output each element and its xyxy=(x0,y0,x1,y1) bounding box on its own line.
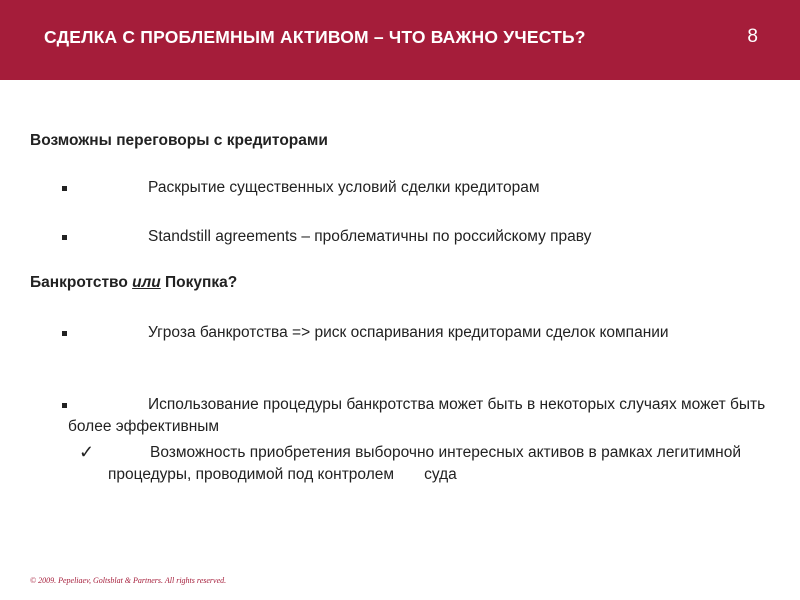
sub-list-item xyxy=(76,442,776,486)
bullet-text: Standstill agreements – проблематичны по российскому праву xyxy=(148,228,592,245)
bullet-text: Раскрытие существенных условий сделки кредиторам xyxy=(148,179,540,196)
list-item xyxy=(30,394,770,438)
copyright-footer: © 2009. Pepeliaev, Goltsblat & Partners. All rights reserved. xyxy=(30,576,227,585)
square-bullet-icon xyxy=(62,331,67,336)
page-number: 8 xyxy=(747,26,758,47)
heading-part-purchase: Покупка? xyxy=(160,274,238,291)
square-bullet-icon xyxy=(62,186,67,191)
square-bullet-icon xyxy=(62,235,67,240)
slide-title: СДЕЛКА С ПРОБЛЕМНЫМ АКТИВОМ – ЧТО ВАЖНО УЧЕСТЬ? xyxy=(44,27,586,47)
sub-bullet-text: Возможность приобретения выборочно интересных активов в рамках легитимной процедуры, проводимой под контролем суда xyxy=(108,444,746,483)
bullet-text: Использование процедуры банкротства может быть в некоторых случаях может быть более эффективным xyxy=(68,396,766,435)
section-heading-bankruptcy-or-purchase xyxy=(30,274,237,292)
heading-part-bankruptcy: Банкротство xyxy=(30,274,133,291)
checkmark-icon: ✓ xyxy=(79,442,95,462)
list-item xyxy=(30,177,770,199)
bullet-text: Угроза банкротства => риск оспаривания кредиторами сделок компании xyxy=(148,324,669,341)
heading-emphasis-or: или xyxy=(132,274,161,291)
section-heading-negotiations: Возможны переговоры с кредиторами xyxy=(30,132,328,149)
square-bullet-icon xyxy=(62,403,67,408)
list-item xyxy=(30,226,770,248)
header-bar xyxy=(0,0,800,80)
list-item xyxy=(30,322,770,344)
